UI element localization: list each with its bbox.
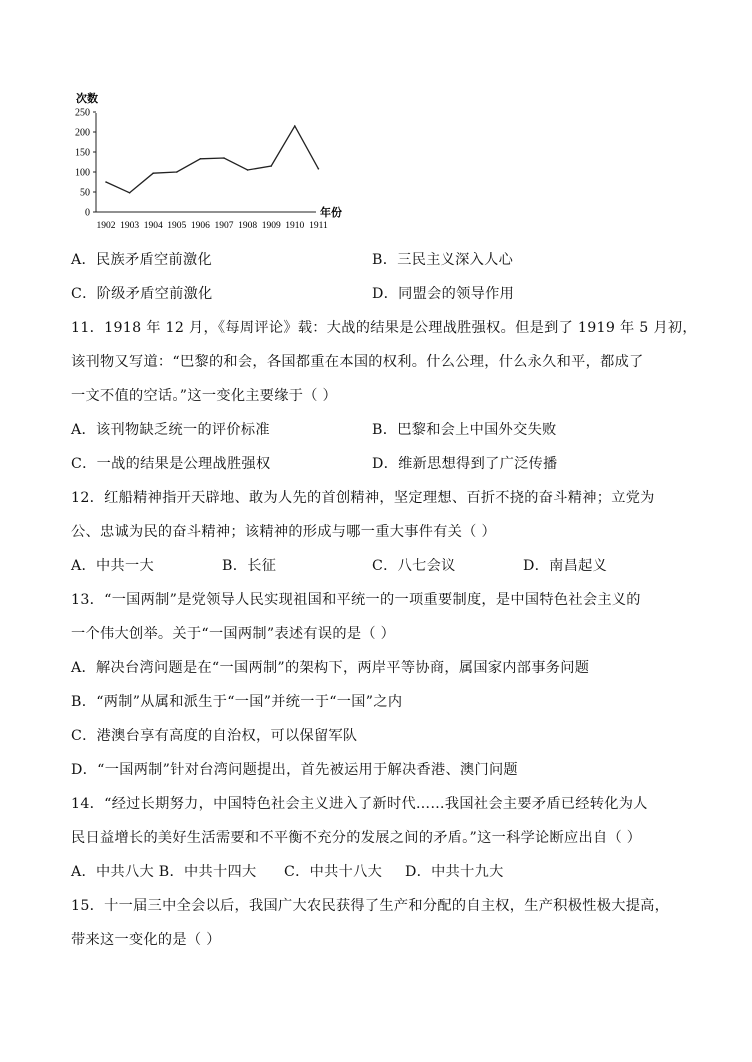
q13-option-d: D．“一国两制”针对台湾问题提出，首先被运用于解决香港、澳门问题 (71, 762, 518, 778)
data-point-1909 (270, 165, 272, 167)
y-tick-label: 50 (80, 187, 90, 199)
data-point-1905 (176, 171, 178, 173)
q11-option-c: C．一战的结果是公理战胜强权 (71, 456, 271, 472)
q14-option-a-b: A．中共八大 B．中共十四大 (71, 864, 257, 880)
x-tick-label: 1910 (285, 221, 305, 231)
q12-option-a: A．中共一大 (71, 558, 154, 574)
q11-option-a: A．该刊物缺乏统一的评价标准 (71, 422, 270, 438)
y-tick-labels (75, 108, 96, 219)
x-tick-label: 1904 (143, 221, 163, 231)
series-line (106, 126, 318, 193)
data-points (105, 125, 319, 193)
q13-stem-line-1: 13．“一国两制”是党领导人民实现祖国和平统一的一项重要制度，是中国特色社会主义的 (71, 592, 641, 608)
data-point-1907 (223, 157, 225, 159)
q12-stem-line-1: 12．红船精神指开天辟地、敢为人先的首创精神，坚定理想、百折不挠的奋斗精神；立党为 (71, 490, 655, 506)
q14-stem-line-2: 民日益增长的美好生活需要和不平衡不充分的发展之间的矛盾。”这一科学论断应出自（ ） (71, 830, 642, 846)
y-axis-label: 次数 (76, 93, 98, 105)
data-point-1908 (247, 169, 249, 171)
q14-option-d: D．中共十九大 (405, 864, 504, 880)
q11-stem-line-2: 该刊物又写道：“巴黎的和会，各国都重在本国的权利。什么公理，什么永久和平，都成了 (71, 354, 644, 370)
q11-stem-line-3: 一文不值的空话。”这一变化主要缘于（ ） (71, 388, 338, 404)
y-tick-label: 250 (75, 107, 90, 119)
q13-option-c: C．港澳台享有高度的自治权，可以保留军队 (71, 728, 358, 744)
data-point-1903 (129, 192, 131, 194)
q10-option-b: B．三民主义深入人心 (372, 252, 514, 268)
x-tick-label: 1908 (238, 221, 258, 231)
x-tick-label: 1902 (96, 221, 116, 231)
q15-stem-line-2: 带来这一变化的是（ ） (71, 932, 221, 948)
y-tick-label: 150 (75, 147, 90, 159)
x-tick-label: 1905 (167, 221, 187, 231)
y-tick-label: 100 (75, 167, 90, 179)
q10-option-d: D．同盟会的领导作用 (372, 286, 515, 302)
data-point-1906 (200, 158, 202, 160)
chart-svg (64, 88, 364, 236)
line-chart (64, 88, 364, 236)
q12-option-c: C．八七会议 (372, 558, 456, 574)
data-point-1910 (294, 125, 296, 127)
q15-stem-line-1: 15．十一届三中全会以后，我国广大农民获得了生产和分配的自主权，生产积极性极大提高， (71, 898, 670, 914)
q10-option-c: C．阶级矛盾空前激化 (71, 286, 213, 302)
q10-option-a: A．民族矛盾空前激化 (71, 252, 212, 268)
q11-stem-line-1: 11．1918 年 12 月，《每周评论》载：大战的结果是公理战胜强权。但是到了 1919 年 5 月初， (71, 320, 697, 336)
q12-stem-line-2: 公、忠诚为民的奋斗精神；该精神的形成与哪一重大事件有关（ ） (71, 524, 496, 540)
data-point-1911 (318, 168, 320, 170)
q13-option-b: B．“两制”从属和派生于“一国”并统一于“一国”之内 (71, 694, 403, 710)
q13-stem-line-2: 一个伟大创举。关于“一国两制”表述有误的是（ ） (71, 626, 396, 642)
q12-option-d: D．南昌起义 (523, 558, 608, 574)
x-tick-label: 1903 (120, 221, 140, 231)
y-tick-label: 0 (85, 207, 90, 219)
q11-option-d: D．维新思想得到了广泛传播 (372, 456, 558, 472)
x-axis-label: 年份 (320, 207, 342, 219)
q11-option-b: B．巴黎和会上中国外交失败 (372, 422, 557, 438)
q13-option-a: A．解决台湾问题是在“一国两制”的架构下，两岸平等协商，属国家内部事务问题 (71, 660, 590, 676)
x-tick-label: 1909 (261, 221, 281, 231)
x-tick-label: 1907 (214, 221, 234, 231)
x-tick-labels (97, 221, 328, 231)
data-point-1904 (152, 172, 154, 174)
y-tick-label: 200 (75, 127, 90, 139)
data-point-1902 (105, 181, 107, 183)
q12-option-b: B．长征 (222, 558, 277, 574)
q14-stem-line-1: 14．“经过长期努力，中国特色社会主义进入了新时代……我国社会主要矛盾已经转化为人 (71, 796, 648, 812)
x-tick-label: 1906 (190, 221, 210, 231)
x-tick-label: 1911 (309, 221, 328, 231)
q14-option-c: C．中共十八大 (284, 864, 383, 880)
